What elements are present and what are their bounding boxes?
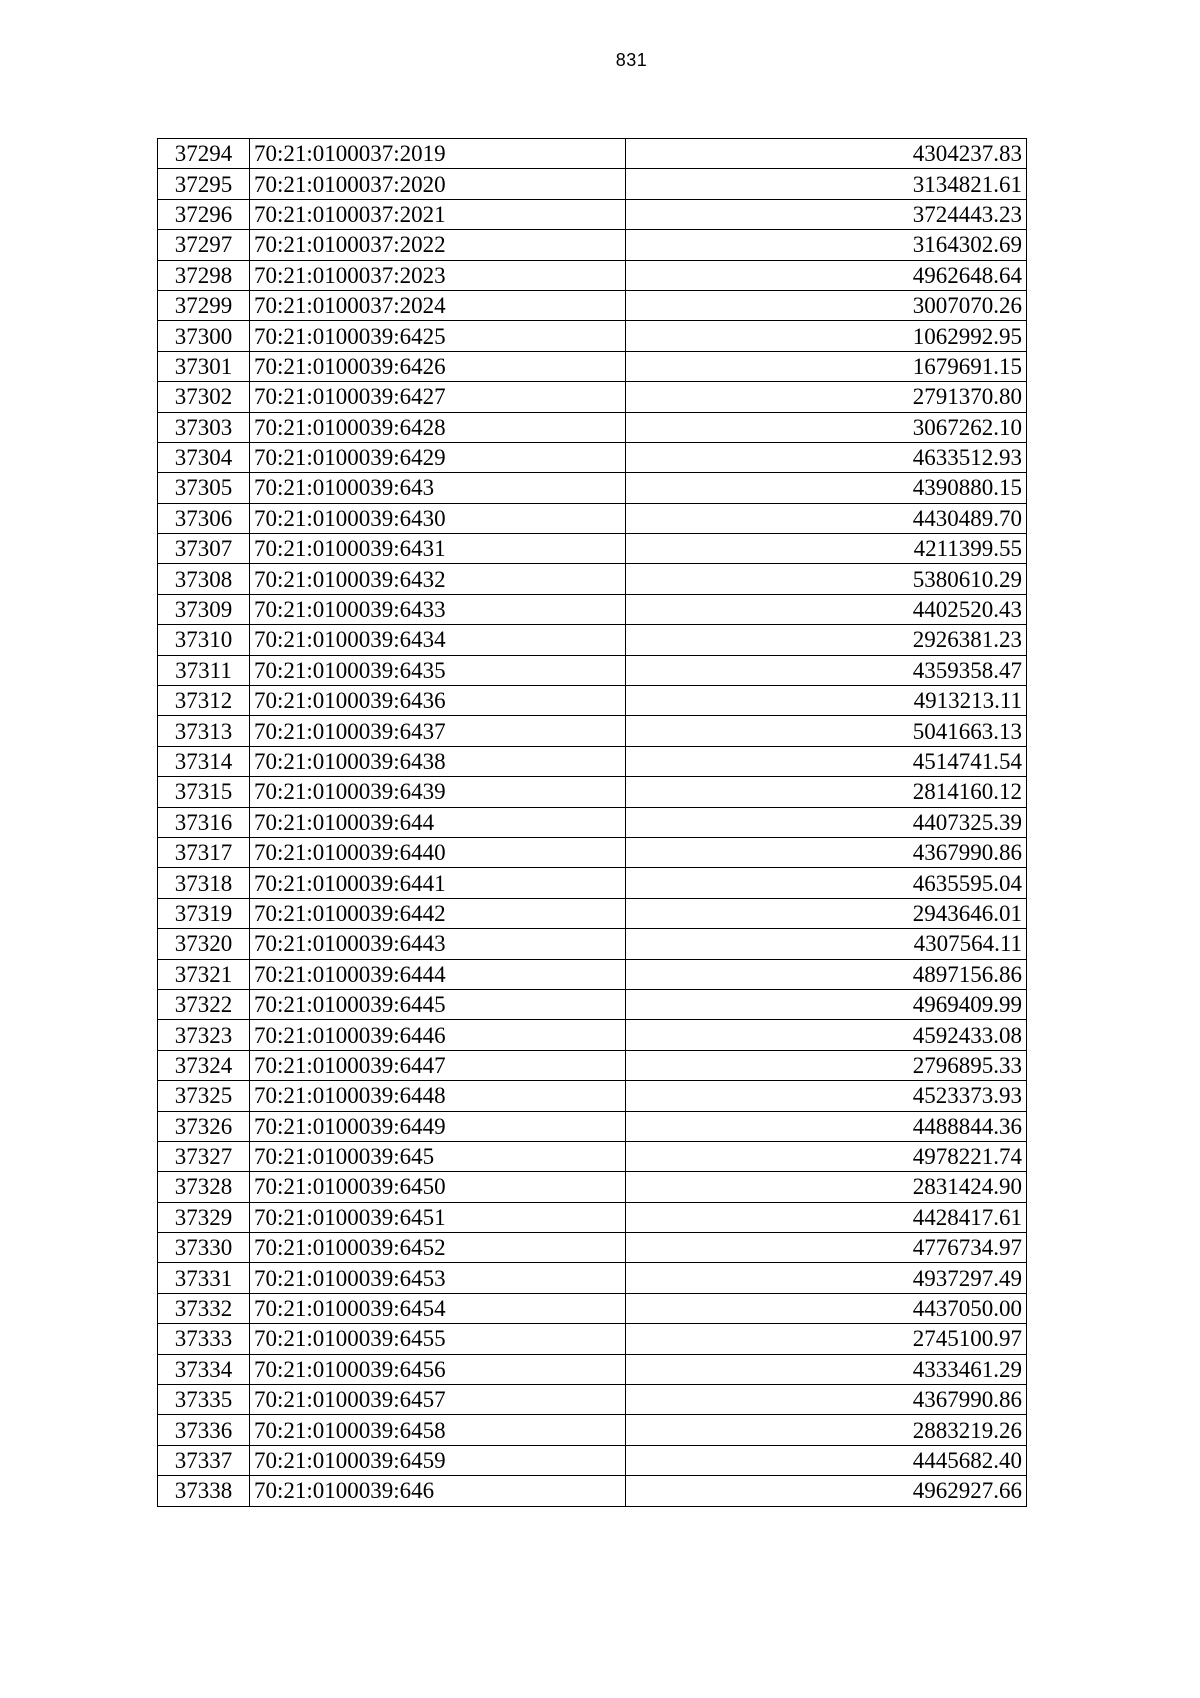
- table-row: [158, 989, 1027, 1019]
- table-row: [158, 868, 1027, 898]
- row-number-cell: 37298: [158, 260, 250, 290]
- row-number-cell: 37338: [158, 1476, 250, 1506]
- cadastral-value-cell: 1062992.95: [626, 321, 1027, 351]
- cadastral-number-cell: 70:21:0100039:6447: [250, 1050, 626, 1080]
- cadastral-value-cell: 4937297.49: [626, 1263, 1027, 1293]
- cadastral-value-cell: 5380610.29: [626, 564, 1027, 594]
- cadastral-value-cell: 4333461.29: [626, 1354, 1027, 1384]
- cadastral-number-cell: 70:21:0100039:6453: [250, 1263, 626, 1293]
- row-number-cell: 37306: [158, 503, 250, 533]
- table-row: [158, 139, 1027, 169]
- cadastral-number-cell: 70:21:0100039:6439: [250, 777, 626, 807]
- row-number-cell: 37314: [158, 746, 250, 776]
- row-number-cell: 37308: [158, 564, 250, 594]
- cadastral-value-cell: 4437050.00: [626, 1293, 1027, 1323]
- row-number-cell: 37321: [158, 959, 250, 989]
- row-number-cell: 37309: [158, 594, 250, 624]
- row-number-cell: 37296: [158, 199, 250, 229]
- cadastral-value-cell: 4514741.54: [626, 746, 1027, 776]
- row-number-cell: 37328: [158, 1172, 250, 1202]
- table-row: [158, 1020, 1027, 1050]
- row-number-cell: 37323: [158, 1020, 250, 1050]
- row-number-cell: 37320: [158, 929, 250, 959]
- table-row: [158, 412, 1027, 442]
- cadastral-number-cell: 70:21:0100039:6445: [250, 989, 626, 1019]
- cadastral-number-cell: 70:21:0100039:6452: [250, 1233, 626, 1263]
- table-row: [158, 230, 1027, 260]
- table-row: [158, 898, 1027, 928]
- cadastral-number-cell: 70:21:0100039:6444: [250, 959, 626, 989]
- table-row: [158, 1324, 1027, 1354]
- row-number-cell: 37330: [158, 1233, 250, 1263]
- table-row: [158, 625, 1027, 655]
- cadastral-value-cell: 4407325.39: [626, 807, 1027, 837]
- row-number-cell: 37295: [158, 169, 250, 199]
- row-number-cell: 37318: [158, 868, 250, 898]
- cadastral-number-cell: 70:21:0100039:6458: [250, 1415, 626, 1445]
- row-number-cell: 37327: [158, 1141, 250, 1171]
- cadastral-value-cell: 2796895.33: [626, 1050, 1027, 1080]
- table-row: [158, 1293, 1027, 1323]
- cadastral-number-cell: 70:21:0100039:6448: [250, 1081, 626, 1111]
- table-row: [158, 1111, 1027, 1141]
- row-number-cell: 37335: [158, 1385, 250, 1415]
- cadastral-value-cell: 4211399.55: [626, 534, 1027, 564]
- row-number-cell: 37336: [158, 1415, 250, 1445]
- cadastral-value-cell: 2883219.26: [626, 1415, 1027, 1445]
- row-number-cell: 37325: [158, 1081, 250, 1111]
- table-row: [158, 686, 1027, 716]
- cadastral-value-cell: 4367990.86: [626, 837, 1027, 867]
- cadastral-number-cell: 70:21:0100039:6436: [250, 686, 626, 716]
- cadastral-number-cell: 70:21:0100039:6446: [250, 1020, 626, 1050]
- cadastral-number-cell: 70:21:0100039:6428: [250, 412, 626, 442]
- cadastral-number-cell: 70:21:0100037:2021: [250, 199, 626, 229]
- cadastral-number-cell: 70:21:0100039:6440: [250, 837, 626, 867]
- cadastral-number-cell: 70:21:0100039:6451: [250, 1202, 626, 1232]
- cadastral-value-cell: 3164302.69: [626, 230, 1027, 260]
- cadastral-value-cell: 3724443.23: [626, 199, 1027, 229]
- row-number-cell: 37299: [158, 290, 250, 320]
- cadastral-value-cell: 1679691.15: [626, 351, 1027, 381]
- table-row: [158, 199, 1027, 229]
- cadastral-value-cell: 4978221.74: [626, 1141, 1027, 1171]
- row-number-cell: 37294: [158, 139, 250, 169]
- row-number-cell: 37317: [158, 837, 250, 867]
- cadastral-value-cell: 2943646.01: [626, 898, 1027, 928]
- cadastral-value-cell: 2926381.23: [626, 625, 1027, 655]
- cadastral-number-cell: 70:21:0100037:2022: [250, 230, 626, 260]
- row-number-cell: 37332: [158, 1293, 250, 1323]
- table-row: [158, 321, 1027, 351]
- table-row: [158, 473, 1027, 503]
- table-row: [158, 351, 1027, 381]
- table-row: [158, 1050, 1027, 1080]
- cadastral-value-cell: 4962927.66: [626, 1476, 1027, 1506]
- cadastral-value-cell: 4913213.11: [626, 686, 1027, 716]
- cadastral-value-cell: 4390880.15: [626, 473, 1027, 503]
- cadastral-value-cell: 2745100.97: [626, 1324, 1027, 1354]
- cadastral-value-cell: 3134821.61: [626, 169, 1027, 199]
- row-number-cell: 37337: [158, 1445, 250, 1475]
- cadastral-value-cell: 4304237.83: [626, 139, 1027, 169]
- cadastral-number-cell: 70:21:0100039:6438: [250, 746, 626, 776]
- cadastral-number-cell: 70:21:0100037:2023: [250, 260, 626, 290]
- row-number-cell: 37304: [158, 442, 250, 472]
- row-number-cell: 37307: [158, 534, 250, 564]
- table-row: [158, 959, 1027, 989]
- table-row: [158, 837, 1027, 867]
- cadastral-number-cell: 70:21:0100039:6425: [250, 321, 626, 351]
- cadastral-value-cell: 4307564.11: [626, 929, 1027, 959]
- row-number-cell: 37305: [158, 473, 250, 503]
- row-number-cell: 37324: [158, 1050, 250, 1080]
- cadastral-value-cell: 4428417.61: [626, 1202, 1027, 1232]
- row-number-cell: 37315: [158, 777, 250, 807]
- table-row: [158, 777, 1027, 807]
- table-row: [158, 290, 1027, 320]
- cadastral-value-cell: 4633512.93: [626, 442, 1027, 472]
- table-row: [158, 534, 1027, 564]
- cadastral-value-cell: 3007070.26: [626, 290, 1027, 320]
- row-number-cell: 37301: [158, 351, 250, 381]
- row-number-cell: 37310: [158, 625, 250, 655]
- cadastral-value-cell: 4523373.93: [626, 1081, 1027, 1111]
- cadastral-number-cell: 70:21:0100039:6433: [250, 594, 626, 624]
- table-row: [158, 1081, 1027, 1111]
- cadastral-value-cell: 4488844.36: [626, 1111, 1027, 1141]
- table-row: [158, 929, 1027, 959]
- cadastral-number-cell: 70:21:0100039:6437: [250, 716, 626, 746]
- cadastral-value-cell: 2791370.80: [626, 382, 1027, 412]
- cadastral-number-cell: 70:21:0100039:6435: [250, 655, 626, 685]
- cadastral-number-cell: 70:21:0100039:6431: [250, 534, 626, 564]
- cadastral-number-cell: 70:21:0100039:645: [250, 1141, 626, 1171]
- table-row: [158, 260, 1027, 290]
- row-number-cell: 37329: [158, 1202, 250, 1232]
- table-row: [158, 1415, 1027, 1445]
- cadastral-number-cell: 70:21:0100039:6459: [250, 1445, 626, 1475]
- row-number-cell: 37326: [158, 1111, 250, 1141]
- cadastral-value-cell: 2831424.90: [626, 1172, 1027, 1202]
- cadastral-number-cell: 70:21:0100037:2020: [250, 169, 626, 199]
- cadastral-number-cell: 70:21:0100039:6426: [250, 351, 626, 381]
- cadastral-number-cell: 70:21:0100039:6429: [250, 442, 626, 472]
- cadastral-value-cell: 3067262.10: [626, 412, 1027, 442]
- cadastral-number-cell: 70:21:0100039:643: [250, 473, 626, 503]
- cadastral-number-cell: 70:21:0100039:6432: [250, 564, 626, 594]
- cadastral-number-cell: 70:21:0100039:6456: [250, 1354, 626, 1384]
- cadastral-number-cell: 70:21:0100039:6454: [250, 1293, 626, 1323]
- cadastral-number-cell: 70:21:0100039:6443: [250, 929, 626, 959]
- row-number-cell: 37302: [158, 382, 250, 412]
- cadastral-number-cell: 70:21:0100039:6427: [250, 382, 626, 412]
- cadastral-number-cell: 70:21:0100039:644: [250, 807, 626, 837]
- table-row: [158, 594, 1027, 624]
- cadastral-value-cell: 4445682.40: [626, 1445, 1027, 1475]
- cadastral-value-cell: 4592433.08: [626, 1020, 1027, 1050]
- table-row: [158, 1263, 1027, 1293]
- row-number-cell: 37334: [158, 1354, 250, 1384]
- table-row: [158, 1354, 1027, 1384]
- table-row: [158, 564, 1027, 594]
- row-number-cell: 37297: [158, 230, 250, 260]
- cadastral-value-cell: 4402520.43: [626, 594, 1027, 624]
- cadastral-value-cell: 4635595.04: [626, 868, 1027, 898]
- cadastral-number-cell: 70:21:0100039:6449: [250, 1111, 626, 1141]
- table-row: [158, 1233, 1027, 1263]
- table-row: [158, 1141, 1027, 1171]
- table-row: [158, 382, 1027, 412]
- cadastral-number-cell: 70:21:0100039:6442: [250, 898, 626, 928]
- table-row: [158, 1172, 1027, 1202]
- cadastral-value-cell: 2814160.12: [626, 777, 1027, 807]
- table-row: [158, 442, 1027, 472]
- table-row: [158, 1385, 1027, 1415]
- row-number-cell: 37316: [158, 807, 250, 837]
- table-row: [158, 1445, 1027, 1475]
- table-row: [158, 1476, 1027, 1506]
- row-number-cell: 37303: [158, 412, 250, 442]
- cadastral-value-cell: 4776734.97: [626, 1233, 1027, 1263]
- cadastral-number-cell: 70:21:0100039:646: [250, 1476, 626, 1506]
- cadastral-value-cell: 4962648.64: [626, 260, 1027, 290]
- table-row: [158, 169, 1027, 199]
- cadastral-value-cell: 4897156.86: [626, 959, 1027, 989]
- table-row: [158, 1202, 1027, 1232]
- table-body: [158, 139, 1027, 1507]
- table-row: [158, 807, 1027, 837]
- row-number-cell: 37333: [158, 1324, 250, 1354]
- table-row: [158, 716, 1027, 746]
- cadastral-value-cell: 4969409.99: [626, 989, 1027, 1019]
- cadastral-number-cell: 70:21:0100039:6450: [250, 1172, 626, 1202]
- cadastral-number-cell: 70:21:0100037:2019: [250, 139, 626, 169]
- table-row: [158, 503, 1027, 533]
- cadastral-value-table: [157, 138, 1027, 1507]
- cadastral-number-cell: 70:21:0100039:6434: [250, 625, 626, 655]
- cadastral-value-cell: 5041663.13: [626, 716, 1027, 746]
- row-number-cell: 37331: [158, 1263, 250, 1293]
- table-row: [158, 655, 1027, 685]
- cadastral-number-cell: 70:21:0100039:6457: [250, 1385, 626, 1415]
- row-number-cell: 37313: [158, 716, 250, 746]
- cadastral-value-cell: 4367990.86: [626, 1385, 1027, 1415]
- cadastral-value-cell: 4359358.47: [626, 655, 1027, 685]
- cadastral-number-cell: 70:21:0100039:6455: [250, 1324, 626, 1354]
- row-number-cell: 37312: [158, 686, 250, 716]
- row-number-cell: 37322: [158, 989, 250, 1019]
- cadastral-number-cell: 70:21:0100037:2024: [250, 290, 626, 320]
- page-number: 831: [615, 50, 648, 70]
- cadastral-number-cell: 70:21:0100039:6441: [250, 868, 626, 898]
- row-number-cell: 37319: [158, 898, 250, 928]
- cadastral-value-cell: 4430489.70: [626, 503, 1027, 533]
- row-number-cell: 37300: [158, 321, 250, 351]
- table-row: [158, 746, 1027, 776]
- row-number-cell: 37311: [158, 655, 250, 685]
- cadastral-number-cell: 70:21:0100039:6430: [250, 503, 626, 533]
